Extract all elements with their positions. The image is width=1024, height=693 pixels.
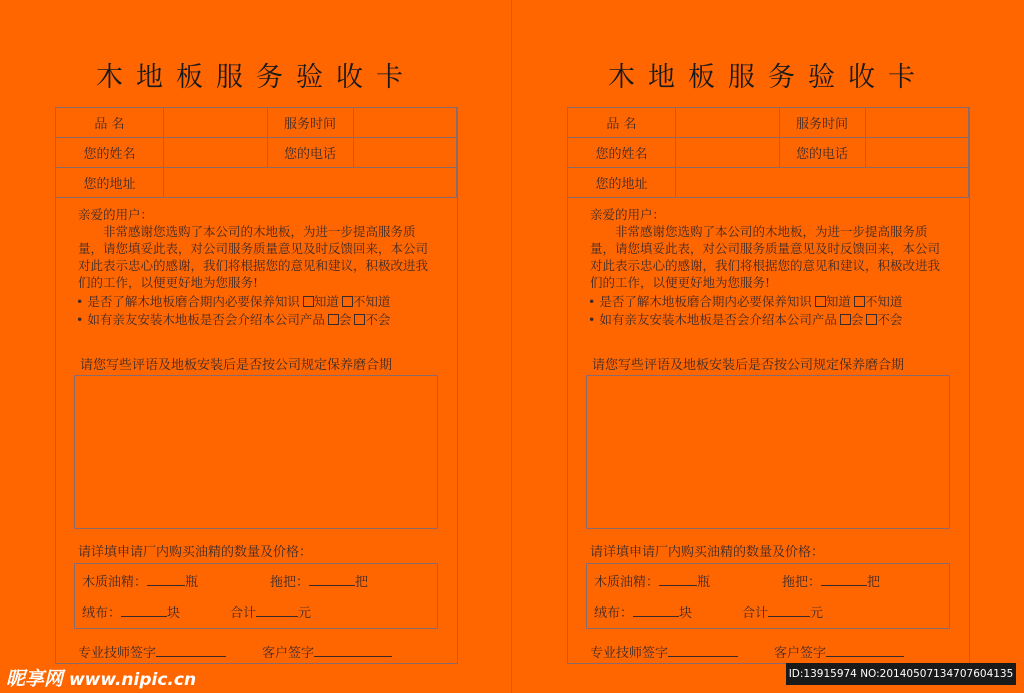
checkbox-dont-know[interactable]: [854, 296, 865, 307]
info-table: [567, 107, 969, 198]
tech-signature-blank[interactable]: [156, 644, 226, 657]
question-maintenance: • 是否了解木地板磨合期内必要保养知识 知道 不知道: [76, 294, 391, 309]
intro-text: [78, 206, 438, 291]
checkbox-will[interactable]: [840, 314, 851, 325]
question-referral: • 如有亲友安装木地板是否会介绍本公司产品 会 不会: [76, 312, 391, 327]
intro-text: [590, 206, 950, 291]
comment-box[interactable]: [586, 375, 950, 529]
name-label: 您的姓名: [568, 138, 676, 168]
greeting: 亲爱的用户：: [590, 207, 666, 222]
intro-paragraph: 非常感谢您选购了本公司的木地板，为进一步提高服务质量，请您填妥此表，对公司服务质量意见及时反馈回来，本公司对此表示忠心的感谢，我们将根据您的意见和建议，积极改进我们的工作，以便更好地为您服务!: [590, 224, 941, 290]
customer-signature: 客户签字: [774, 642, 904, 661]
checkbox-know[interactable]: [815, 296, 826, 307]
order-label: 请详填申请厂内购买油精的数量及价格：: [78, 545, 313, 560]
product-label: 品 名: [568, 108, 676, 138]
customer-signature: 客户签字: [262, 642, 392, 661]
comment-box[interactable]: [74, 375, 438, 529]
checkbox-will[interactable]: [328, 314, 339, 325]
address-label: 您的地址: [56, 168, 164, 198]
checkbox-dont-know[interactable]: [342, 296, 353, 307]
greeting: 亲爱的用户：: [78, 207, 154, 222]
phone-label: 您的电话: [267, 138, 353, 168]
tech-signature: 专业技师签字: [590, 642, 738, 661]
service-time-label: 服务时间: [267, 108, 353, 138]
card-title: 木地板服务验收卡: [96, 62, 416, 93]
mop-blank[interactable]: [309, 573, 355, 586]
wood-oil-line: 木质油精： 瓶: [82, 575, 199, 590]
mop-blank[interactable]: [821, 573, 867, 586]
watermark-url: www.nipic.cn: [68, 670, 197, 690]
watermark-site-name: 昵享网: [6, 668, 64, 690]
cloth-line: 绒布： 块: [594, 606, 693, 621]
service-time-field[interactable]: [865, 108, 969, 138]
comment-label: 请您写些评语及地板安装后是否按公司规定保养磨合期: [592, 358, 905, 373]
product-field[interactable]: [676, 108, 780, 138]
mop-line: 拖把： 把: [782, 575, 881, 590]
service-time-label: 服务时间: [779, 108, 865, 138]
watermark-id: ID:13915974 NO:20140507134707604135: [786, 663, 1016, 685]
intro-paragraph: 非常感谢您选购了本公司的木地板，为进一步提高服务质量，请您填妥此表，对公司服务质量意见及时反馈回来，本公司对此表示忠心的感谢，我们将根据您的意见和建议，积极改进我们的工作，以便更好地为您服务!: [78, 224, 429, 290]
wood-oil-blank[interactable]: [659, 573, 697, 586]
phone-field[interactable]: [353, 138, 457, 168]
total-blank[interactable]: [768, 604, 810, 617]
customer-signature-blank[interactable]: [314, 644, 392, 657]
wood-oil-line: 木质油精： 瓶: [594, 575, 711, 590]
order-label: 请详填申请厂内购买油精的数量及价格：: [590, 545, 825, 560]
phone-field[interactable]: [865, 138, 969, 168]
checkbox-know[interactable]: [303, 296, 314, 307]
name-field[interactable]: [164, 138, 268, 168]
address-field[interactable]: [164, 168, 457, 198]
product-field[interactable]: [164, 108, 268, 138]
question-maintenance: • 是否了解木地板磨合期内必要保养知识 知道 不知道: [588, 294, 903, 309]
address-label: 您的地址: [568, 168, 676, 198]
card-title: 木地板服务验收卡: [608, 62, 928, 93]
cloth-blank[interactable]: [633, 604, 679, 617]
acceptance-card-right: [512, 0, 1024, 693]
name-field[interactable]: [676, 138, 780, 168]
total-line: 合计 元: [742, 606, 824, 621]
product-label: 品 名: [56, 108, 164, 138]
phone-label: 您的电话: [779, 138, 865, 168]
tech-signature: 专业技师签字: [78, 642, 226, 661]
nipic-watermark: [6, 664, 196, 691]
comment-label: 请您写些评语及地板安装后是否按公司规定保养磨合期: [80, 358, 393, 373]
total-line: 合计 元: [230, 606, 312, 621]
total-blank[interactable]: [256, 604, 298, 617]
name-label: 您的姓名: [56, 138, 164, 168]
wood-oil-blank[interactable]: [147, 573, 185, 586]
customer-signature-blank[interactable]: [826, 644, 904, 657]
service-time-field[interactable]: [353, 108, 457, 138]
question-referral: • 如有亲友安装木地板是否会介绍本公司产品 会 不会: [588, 312, 903, 327]
checkbox-will-not[interactable]: [866, 314, 877, 325]
info-table: [55, 107, 457, 198]
cloth-line: 绒布： 块: [82, 606, 181, 621]
tech-signature-blank[interactable]: [668, 644, 738, 657]
mop-line: 拖把： 把: [270, 575, 369, 590]
address-field[interactable]: [676, 168, 969, 198]
checkbox-will-not[interactable]: [354, 314, 365, 325]
cloth-blank[interactable]: [121, 604, 167, 617]
